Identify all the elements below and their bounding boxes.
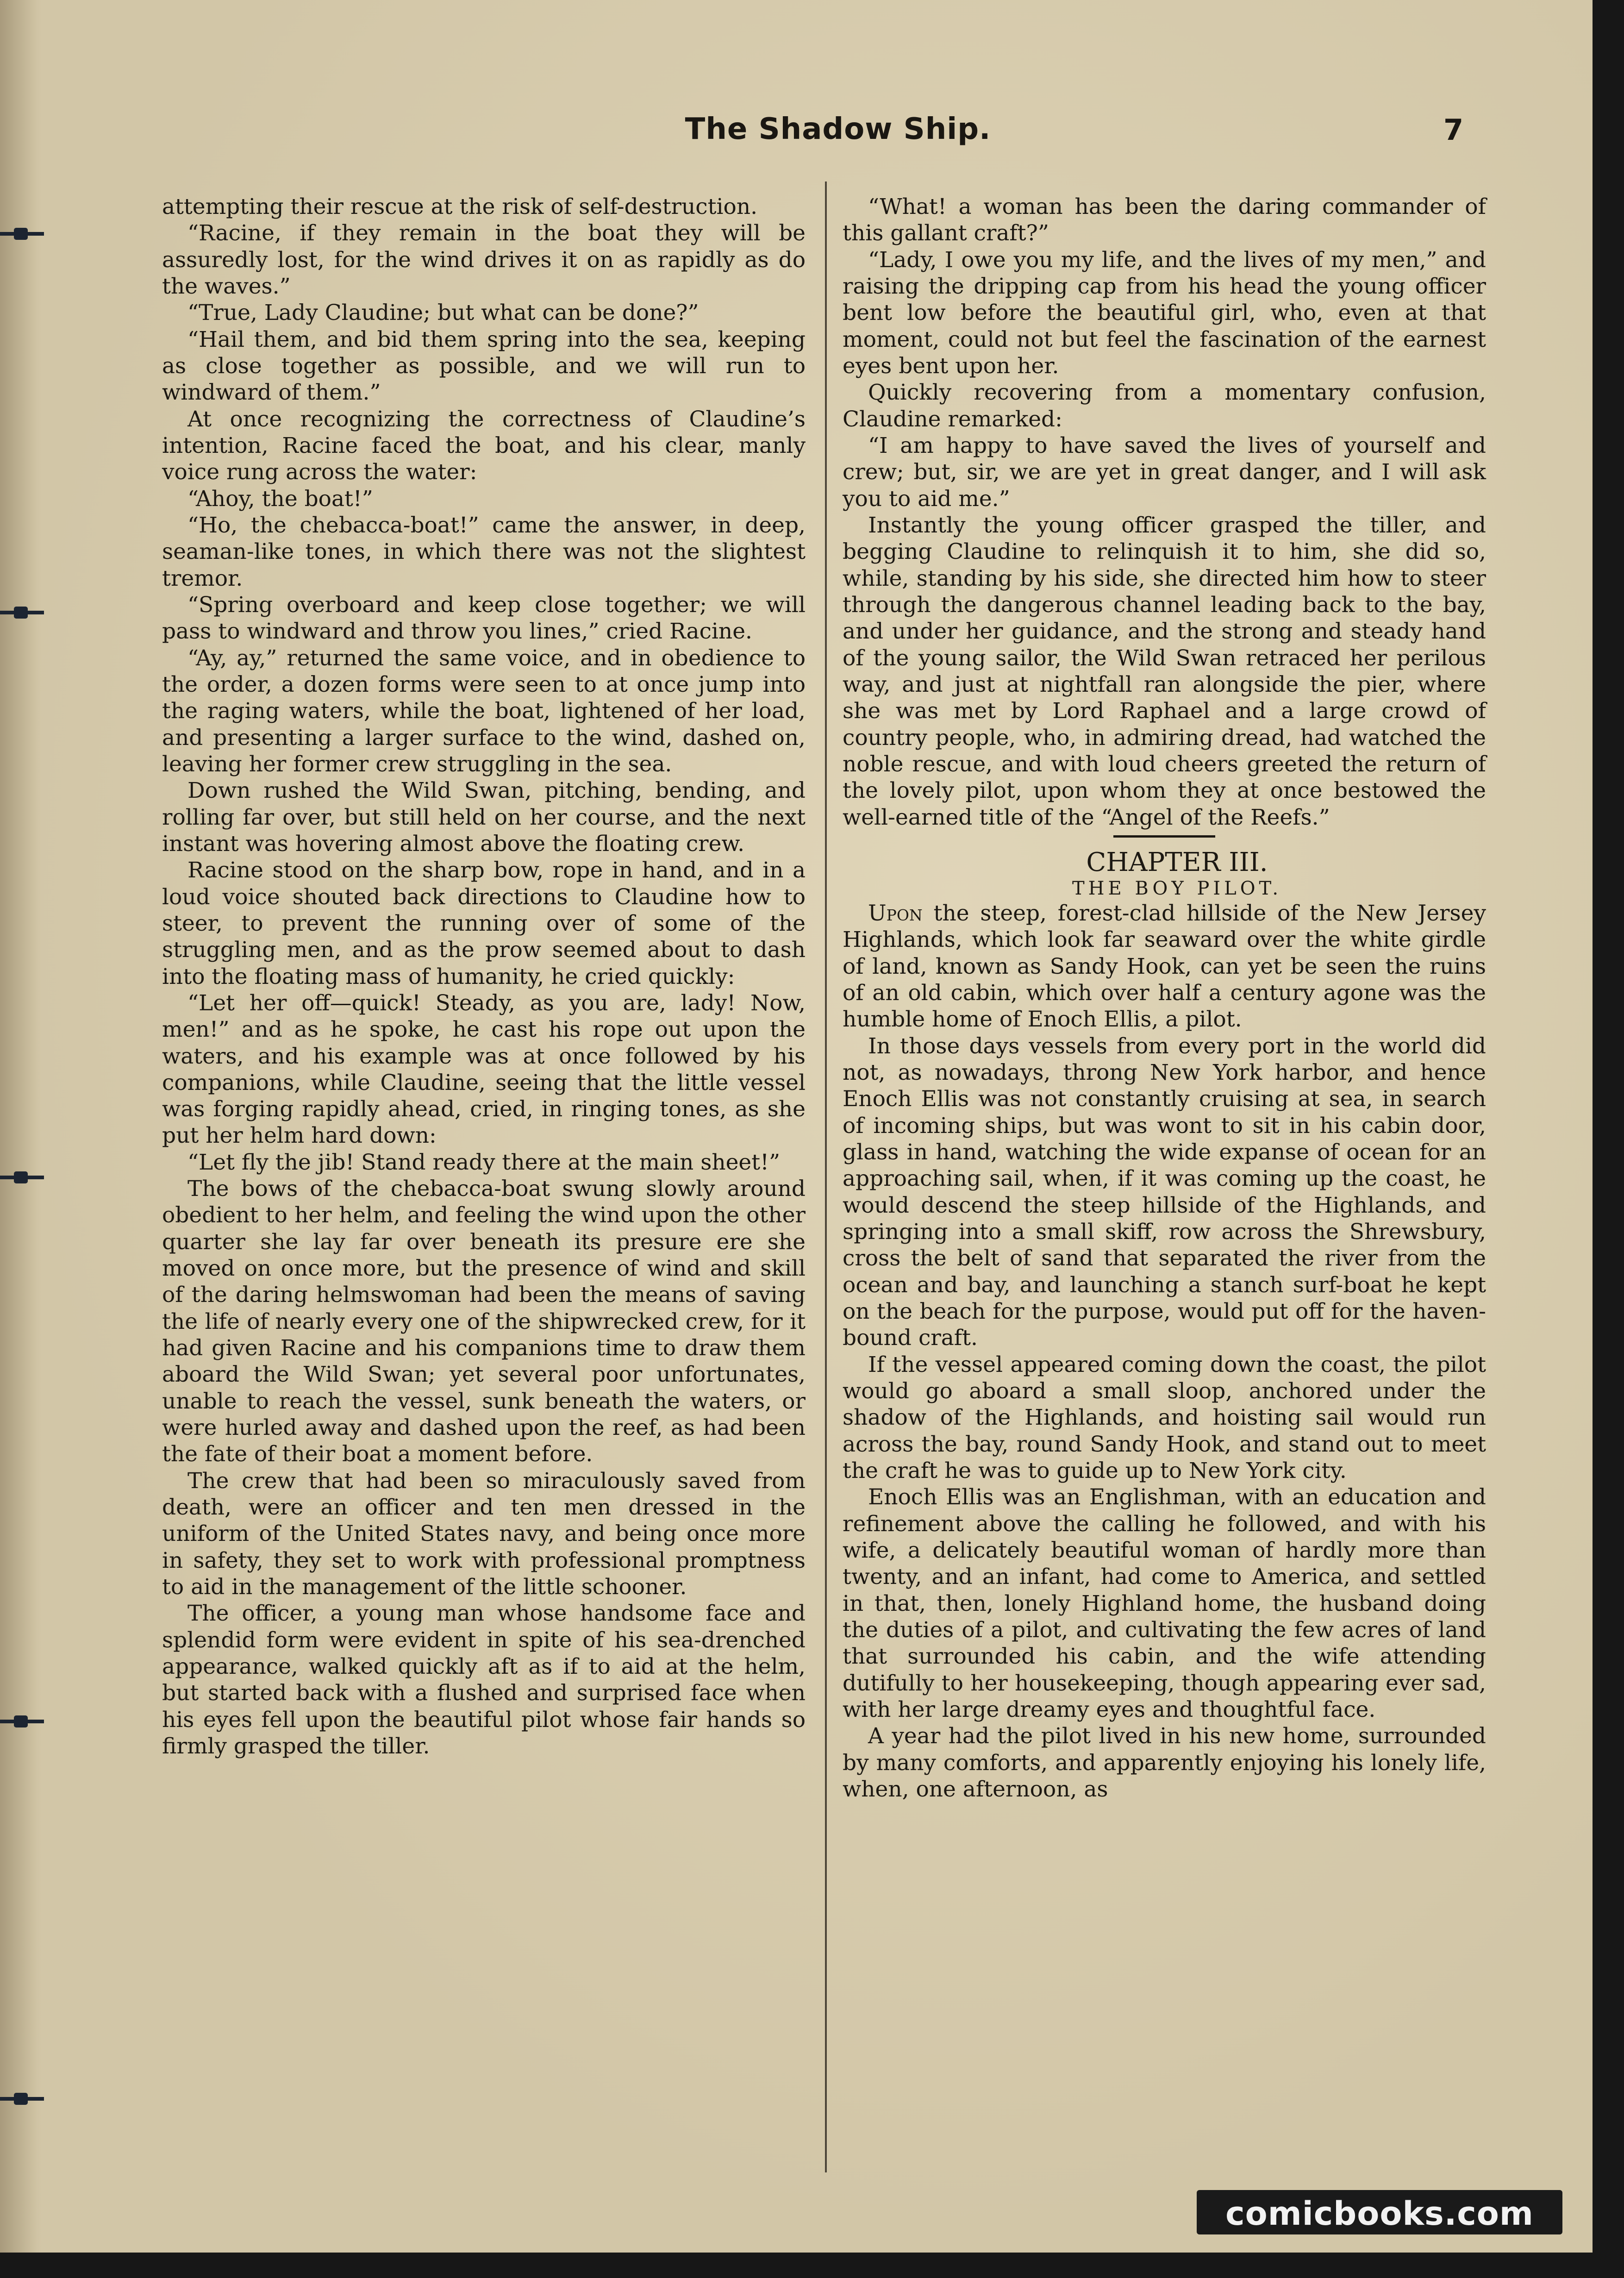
paragraph: At once recognizing the correctness of Claudine’s intention, Racine faced the boat, and his clear, manly voice rung across the water: (162, 406, 806, 485)
binding-stitch (0, 607, 44, 619)
paragraph: “Let fly the jib! Stand ready there at the main sheet!” (187, 1149, 781, 1175)
chapter-heading: CHAPTER III. (1086, 847, 1268, 877)
paragraph: “I am happy to have saved the lives of yourself and crew; but, sir, we are yet in great danger, and I will ask you to aid me.” (843, 432, 1486, 512)
paragraph: “Lady, I owe you my life, and the lives of my men,” and raising the dripping cap from his head the young officer bent low before the beautiful girl, who, even at that moment, could not but feel the fascination of the earnest eyes bent upon her. (843, 247, 1486, 379)
binding-gutter (0, 0, 36, 2253)
left-column (162, 194, 806, 1759)
paragraph: Enoch Ellis was an Englishman, with an education and refinement above the calling he followed, and with his wife, a delicately beautiful woman of hardly more than twenty, and an infant, had come to America, and settled in that, then, lonely Highland home, the husband doing the duties of a pilot, and cultivating the few acres of land that surrounded his cabin, and the wife attending dutifully to her housekeeping, though appearing ever sad, with her large dreamy eyes and thoughtful face. (843, 1484, 1486, 1722)
binding-stitch (0, 1715, 44, 1727)
paragraph: Quickly recovering from a momentary confusion, Claudine remarked: (843, 380, 1486, 432)
site-watermark (1197, 2190, 1567, 2236)
paragraph: “Ho, the chebacca-boat!” came the answer, in deep, seaman-like tones, in which there was not the slightest tremor. (162, 512, 806, 591)
right-column (843, 194, 1486, 1802)
chapter-first-paragraph (843, 900, 1486, 1033)
paragraph: “Let her off—quick! Steady, as you are, lady! Now, men!” and as he spoke, he cast his rope out upon the waters, and his example was at once followed by his companions, while Claudine, seeing that the little vessel was forging rapidly ahead, cried, in ringing tones, as she put her helm hard down: (162, 990, 806, 1149)
paragraph: Instantly the young officer grasped the tiller, and begging Claudine to relinquish it to him, she did so, while, standing by his side, she directed him how to steer through the dangerous channel leading back to the bay, and under her guidance, and the strong and steady hand of the young sailor, the Wild Swan retraced her perilous way, and just at nightfall ran alongside the pier, where she was met by Lord Raphael and a large crowd of country people, who, in admiring dread, had watched the noble rescue, and with loud cheers greeted the return of the lovely pilot, upon whom they at once bestowed the well-earned title of the “Angel of the Reefs.” (843, 512, 1486, 830)
paragraph: Racine stood on the sharp bow, rope in hand, and in a loud voice shouted back directions to Claudine how to steer, to prevent the running over of some of the struggling men, and as the prow seemed about to dash into the floating mass of humanity, he cried quickly: (162, 857, 806, 989)
paragraph: In those days vessels from every port in the world did not, as nowadays, throng New York harbor, and hence Enoch Ellis was not constantly cruising at sea, in search of incoming ships, but was wont to sit in his cabin door, glass in hand, watching the wide expanse of ocean for an approaching sail, when, if it was coming up the coast, he would descend the steep hillside of the Highlands, and springing into a small skiff, row across the Shrewsbury, cross the belt of sand that separated the river from the ocean and bay, and launching a stanch surf-boat he kept on the beach for the purpose, would put off for the haven-bound craft. (843, 1033, 1486, 1351)
paragraph: attempting their rescue at the risk of self-destruction. (162, 194, 758, 219)
running-title: The Shadow Ship. (685, 112, 991, 146)
paragraph: “Racine, if they remain in the boat they will be assuredly lost, for the wind drives it on as rapidly as do the waves.” (162, 220, 806, 299)
binding-stitch (0, 228, 44, 240)
paragraph: “Ay, ay,” returned the same voice, and in obedience to the order, a dozen forms were seen to at once jump into the raging waters, while the boat, lightened of her load, and presenting a larger surface to the wind, dashed on, leaving her former crew struggling in the sea. (162, 645, 806, 777)
paragraph: “Spring overboard and keep close together; we will pass to windward and throw you lines,” cried Racine. (162, 592, 806, 645)
paragraph: A year had the pilot lived in his new home, surrounded by many comforts, and apparently enjoying his lonely life, when, one afternoon, as (843, 1723, 1486, 1802)
section-rule (1113, 835, 1215, 838)
paragraph: The officer, a young man whose handsome face and splendid form were evident in spite of his sea-drenched appearance, walked quickly aft as if to aid at the helm, but started back with a flushed and surprised face when his eyes fell upon the beautiful pilot whose fair hands so firmly grasped the tiller. (162, 1601, 806, 1759)
paragraph: “Ahoy, the boat!” (187, 486, 373, 512)
watermark-text: comicbooks.com (1225, 2195, 1534, 2233)
first-paragraph-text: the steep, forest-clad hillside of the New Jersey Highlands, which look far seaward over the white girdle of land, known as Sandy Hook, can yet be seen the ruins of an old cabin, which over half a century agone was the humble home of Enoch Ellis, a pilot. (843, 901, 1486, 1033)
first-word: Upon (868, 901, 923, 926)
chapter-subtitle: THE BOY PILOT. (1072, 878, 1282, 900)
paragraph: If the vessel appeared coming down the coast, the pilot would go aboard a small sloop, anchored under the shadow of the Highlands, and hoisting sail would run across the bay, round Sandy Hook, and stand out to meet the craft he was to guide up to New York city. (843, 1352, 1486, 1483)
binding-stitch (0, 1171, 44, 1183)
paragraph: The crew that had been so miraculously saved from death, were an officer and ten men dressed in the uniform of the United States navy, and being once more in safety, they set to work with professional promptness to aid in the management of the little schooner. (162, 1468, 806, 1600)
page-number: 7 (1443, 113, 1464, 147)
column-divider (825, 181, 827, 2172)
paragraph: “True, Lady Claudine; but what can be done?” (187, 300, 699, 326)
paragraph: “Hail them, and bid them spring into the sea, keeping as close together as possible, and we will run to windward of them.” (162, 326, 806, 406)
paragraph: The bows of the chebacca-boat swung slowly around obedient to her helm, and feeling the wind upon the other quarter she lay far over beneath its presure ere she moved on once more, but the presence of wind and skill of the daring helmswoman had been the means of saving the life of nearly every one of the shipwrecked crew, for it had given Racine and his companions time to draw them aboard the Wild Swan; yet several poor unfortunates, unable to reach the vessel, sunk beneath the waters, or were hurled away and dashed upon the reef, as had been the fate of their boat a moment before. (162, 1176, 806, 1467)
paragraph: “What! a woman has been the daring commander of this gallant craft?” (843, 194, 1486, 246)
paragraph: Down rushed the Wild Swan, pitching, bending, and rolling far over, but still held on her course, and the next instant was hovering almost above the floating crew. (162, 778, 806, 857)
binding-stitch (0, 2093, 44, 2105)
